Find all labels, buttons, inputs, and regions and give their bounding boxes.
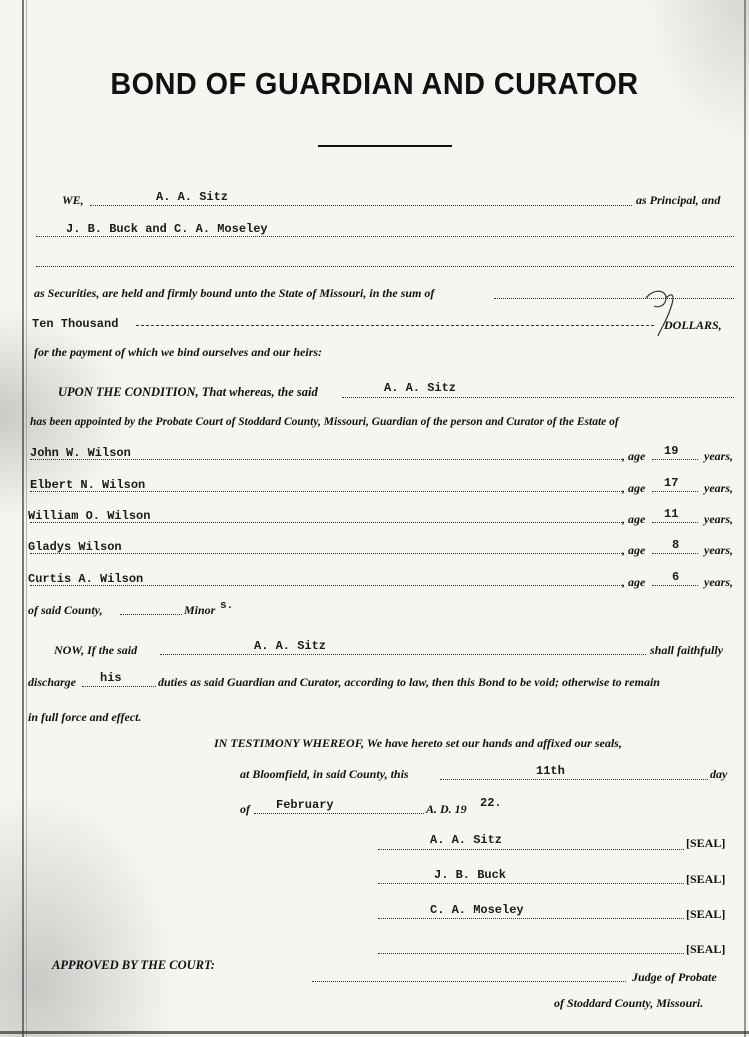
document-title: BOND OF GUARDIAN AND CURATOR [110, 66, 639, 101]
minor-age: 19 [664, 444, 679, 458]
judge-label: Judge of Probate [632, 970, 717, 984]
sum-line [494, 298, 734, 299]
age-line [652, 491, 698, 492]
we-label: WE, [62, 193, 84, 207]
duties-text: duties as said Guardian and Curator, according to law, then this Bond to be void; otherwise to remain [158, 675, 660, 689]
day-label: day [710, 767, 728, 781]
minor-name-line [30, 491, 624, 492]
page-edge-right [744, 0, 746, 1037]
of-said-county: of said County, [28, 603, 103, 617]
seal-label: [SEAL] [686, 836, 726, 850]
year-value: 22. [480, 796, 502, 810]
age-line [652, 553, 698, 554]
faithfully-text: shall faithfully [650, 643, 724, 657]
minor-label: Minor [184, 603, 216, 617]
age-label: , age [622, 512, 646, 526]
minor-suffix: s. [220, 600, 234, 612]
title-rule [318, 145, 452, 147]
minor-name: John W. Wilson [30, 446, 131, 460]
sum-dash-line [136, 325, 654, 326]
county-label: of Stoddard County, Missouri. [554, 996, 704, 1010]
now-line [160, 654, 646, 655]
payment-text: for the payment of which we bind ourselves and our heirs: [34, 345, 323, 359]
now-name: A. A. Sitz [254, 639, 327, 653]
handwritten-mark [636, 284, 680, 340]
appointed-text: has been appointed by the Probate Court of Stoddard County, Missouri, Guardian of the person and Curator of the Estate of [30, 416, 619, 428]
age-line [652, 522, 698, 523]
principal-name: A. A. Sitz [156, 190, 229, 204]
signature-line [378, 918, 684, 919]
signature-name: A. A. Sitz [430, 833, 503, 847]
age-label: , age [622, 543, 646, 557]
judge-line [312, 981, 626, 982]
day-line [440, 779, 708, 780]
minor-name-line [30, 522, 624, 523]
at-bloomfield-text: at Bloomfield, in said County, this [240, 767, 409, 781]
minor-name-line [30, 585, 624, 586]
signature-line [378, 953, 684, 954]
condition-text: UPON THE CONDITION, That whereas, the said [58, 385, 318, 399]
minor-name: Curtis A. Wilson [28, 572, 144, 586]
seal-label: [SEAL] [686, 907, 726, 921]
years-label: years, [704, 512, 733, 526]
of-label: of [240, 802, 250, 816]
minor-name: William O. Wilson [28, 509, 151, 523]
signature-name: C. A. Moseley [430, 903, 524, 917]
ad-label: A. D. 19 [426, 802, 467, 816]
age-line [652, 585, 698, 586]
age-label: , age [622, 481, 646, 495]
full-force-text: in full force and effect. [28, 710, 142, 724]
month-line [254, 813, 424, 814]
years-label: years, [704, 449, 733, 463]
condition-line [342, 397, 734, 398]
discharge-label: discharge [28, 675, 76, 689]
securities-line-2 [36, 266, 734, 267]
minor-name-line [30, 459, 624, 460]
minor-age: 11 [664, 507, 679, 521]
years-label: years, [704, 481, 733, 495]
seal-label: [SEAL] [686, 942, 726, 956]
county-line [120, 614, 182, 615]
as-principal-text: as Principal, and [636, 193, 721, 207]
pronoun-line [82, 686, 156, 687]
page-edge-bottom [0, 1031, 749, 1034]
testimony-text: IN TESTIMONY WHEREOF, We have hereto set our hands and affixed our seals, [214, 736, 622, 750]
approved-text: APPROVED BY THE COURT: [52, 958, 215, 972]
years-label: years, [704, 543, 733, 557]
now-text: NOW, If the said [54, 643, 138, 657]
condition-name: A. A. Sitz [384, 381, 457, 395]
minor-name: Elbert N. Wilson [30, 478, 146, 492]
signature-line [378, 883, 684, 884]
minor-age: 6 [672, 570, 680, 584]
signature-name: J. B. Buck [434, 868, 507, 882]
securities-names: J. B. Buck and C. A. Moseley [66, 222, 268, 236]
page-edge-left [22, 0, 24, 1037]
day-value: 11th [536, 764, 565, 778]
page-edge-left-inner [26, 0, 27, 1037]
age-label: , age [622, 575, 646, 589]
age-label: , age [622, 449, 646, 463]
sum-amount: Ten Thousand [32, 317, 119, 331]
seal-label: [SEAL] [686, 872, 726, 886]
dollars-label: DOLLARS, [664, 318, 722, 332]
minor-age: 8 [672, 538, 680, 552]
years-label: years, [704, 575, 733, 589]
signature-line [378, 849, 684, 850]
minor-name: Gladys Wilson [28, 540, 122, 554]
minor-name-line [30, 553, 624, 554]
securities-text: as Securities, are held and firmly bound unto the State of Missouri, in the sum of [34, 286, 435, 300]
minor-age: 17 [664, 476, 679, 490]
month-value: February [276, 798, 334, 812]
pronoun: his [100, 671, 122, 685]
age-line [652, 459, 698, 460]
securities-line-1 [36, 236, 734, 237]
principal-line [90, 205, 632, 206]
